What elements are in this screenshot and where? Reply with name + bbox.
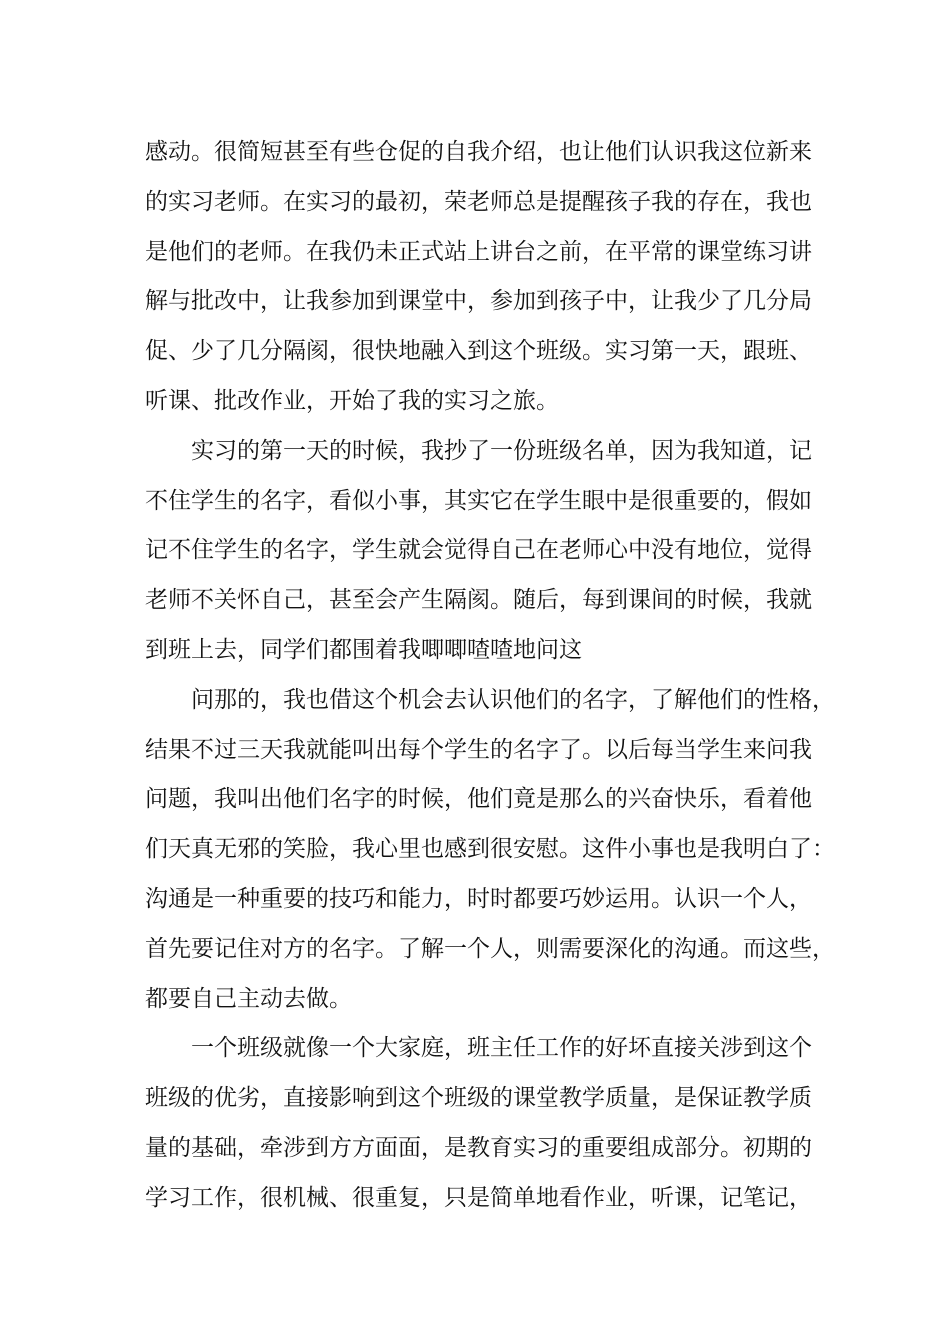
text-line: 学习工作，很机械、很重复，只是简单地看作业，听课，记笔记， <box>145 1184 812 1211</box>
paragraph-first-line: 一个班级就像一个大家庭，班主任工作的好坏直接关涉到这个 <box>191 1035 812 1062</box>
text-line: 是他们的老师。在我仍未正式站上讲台之前，在平常的课堂练习讲 <box>145 238 812 265</box>
paragraph-first-line: 问那的，我也借这个机会去认识他们的名字，了解他们的性格， <box>191 686 835 713</box>
text-line: 记不住学生的名字，学生就会觉得自己在老师心中没有地位，觉得 <box>145 537 812 564</box>
paragraph-first-line: 实习的第一天的时候，我抄了一份班级名单，因为我知道，记 <box>191 437 812 464</box>
text-line: 结果不过三天我就能叫出每个学生的名字了。以后每当学生来问我 <box>145 736 812 763</box>
text-line: 们天真无邪的笑脸，我心里也感到很安慰。这件小事也是我明白了： <box>145 836 835 863</box>
text-line: 量的基础，牵涉到方方面面，是教育实习的重要组成部分。初期的 <box>145 1134 812 1161</box>
body-text <box>145 128 835 1224</box>
text-line: 班级的优劣，直接影响到这个班级的课堂教学质量，是保证教学质 <box>145 1085 812 1112</box>
text-line: 老师不关怀自己，甚至会产生隔阂。随后，每到课间的时候，我就 <box>145 587 812 614</box>
text-line: 沟通是一种重要的技巧和能力，时时都要巧妙运用。认识一个人， <box>145 885 812 912</box>
text-line: 感动。很简短甚至有些仓促的自我介绍，也让他们认识我这位新来 <box>145 139 812 165</box>
text-line: 的实习老师。在实习的最初，荣老师总是提醒孩子我的存在，我也 <box>145 188 812 215</box>
text-line: 到班上去，同学们都围着我唧唧喳喳地问这 <box>145 636 582 663</box>
text-line: 都要自己主动去做。 <box>145 985 352 1012</box>
text-line: 听课、批改作业，开始了我的实习之旅。 <box>145 387 559 414</box>
text-line: 问题，我叫出他们名字的时候，他们竟是那么的兴奋快乐，看着他 <box>145 786 812 813</box>
text-line: 促、少了几分隔阂，很快地融入到这个班级。实习第一天，跟班、 <box>145 338 812 365</box>
text-line: 不住学生的名字，看似小事，其实它在学生眼中是很重要的，假如 <box>145 487 812 514</box>
text-line: 解与批改中，让我参加到课堂中，参加到孩子中，让我少了几分局 <box>145 288 812 315</box>
text-line: 首先要记住对方的名字。了解一个人，则需要深化的沟通。而这些， <box>145 935 835 962</box>
